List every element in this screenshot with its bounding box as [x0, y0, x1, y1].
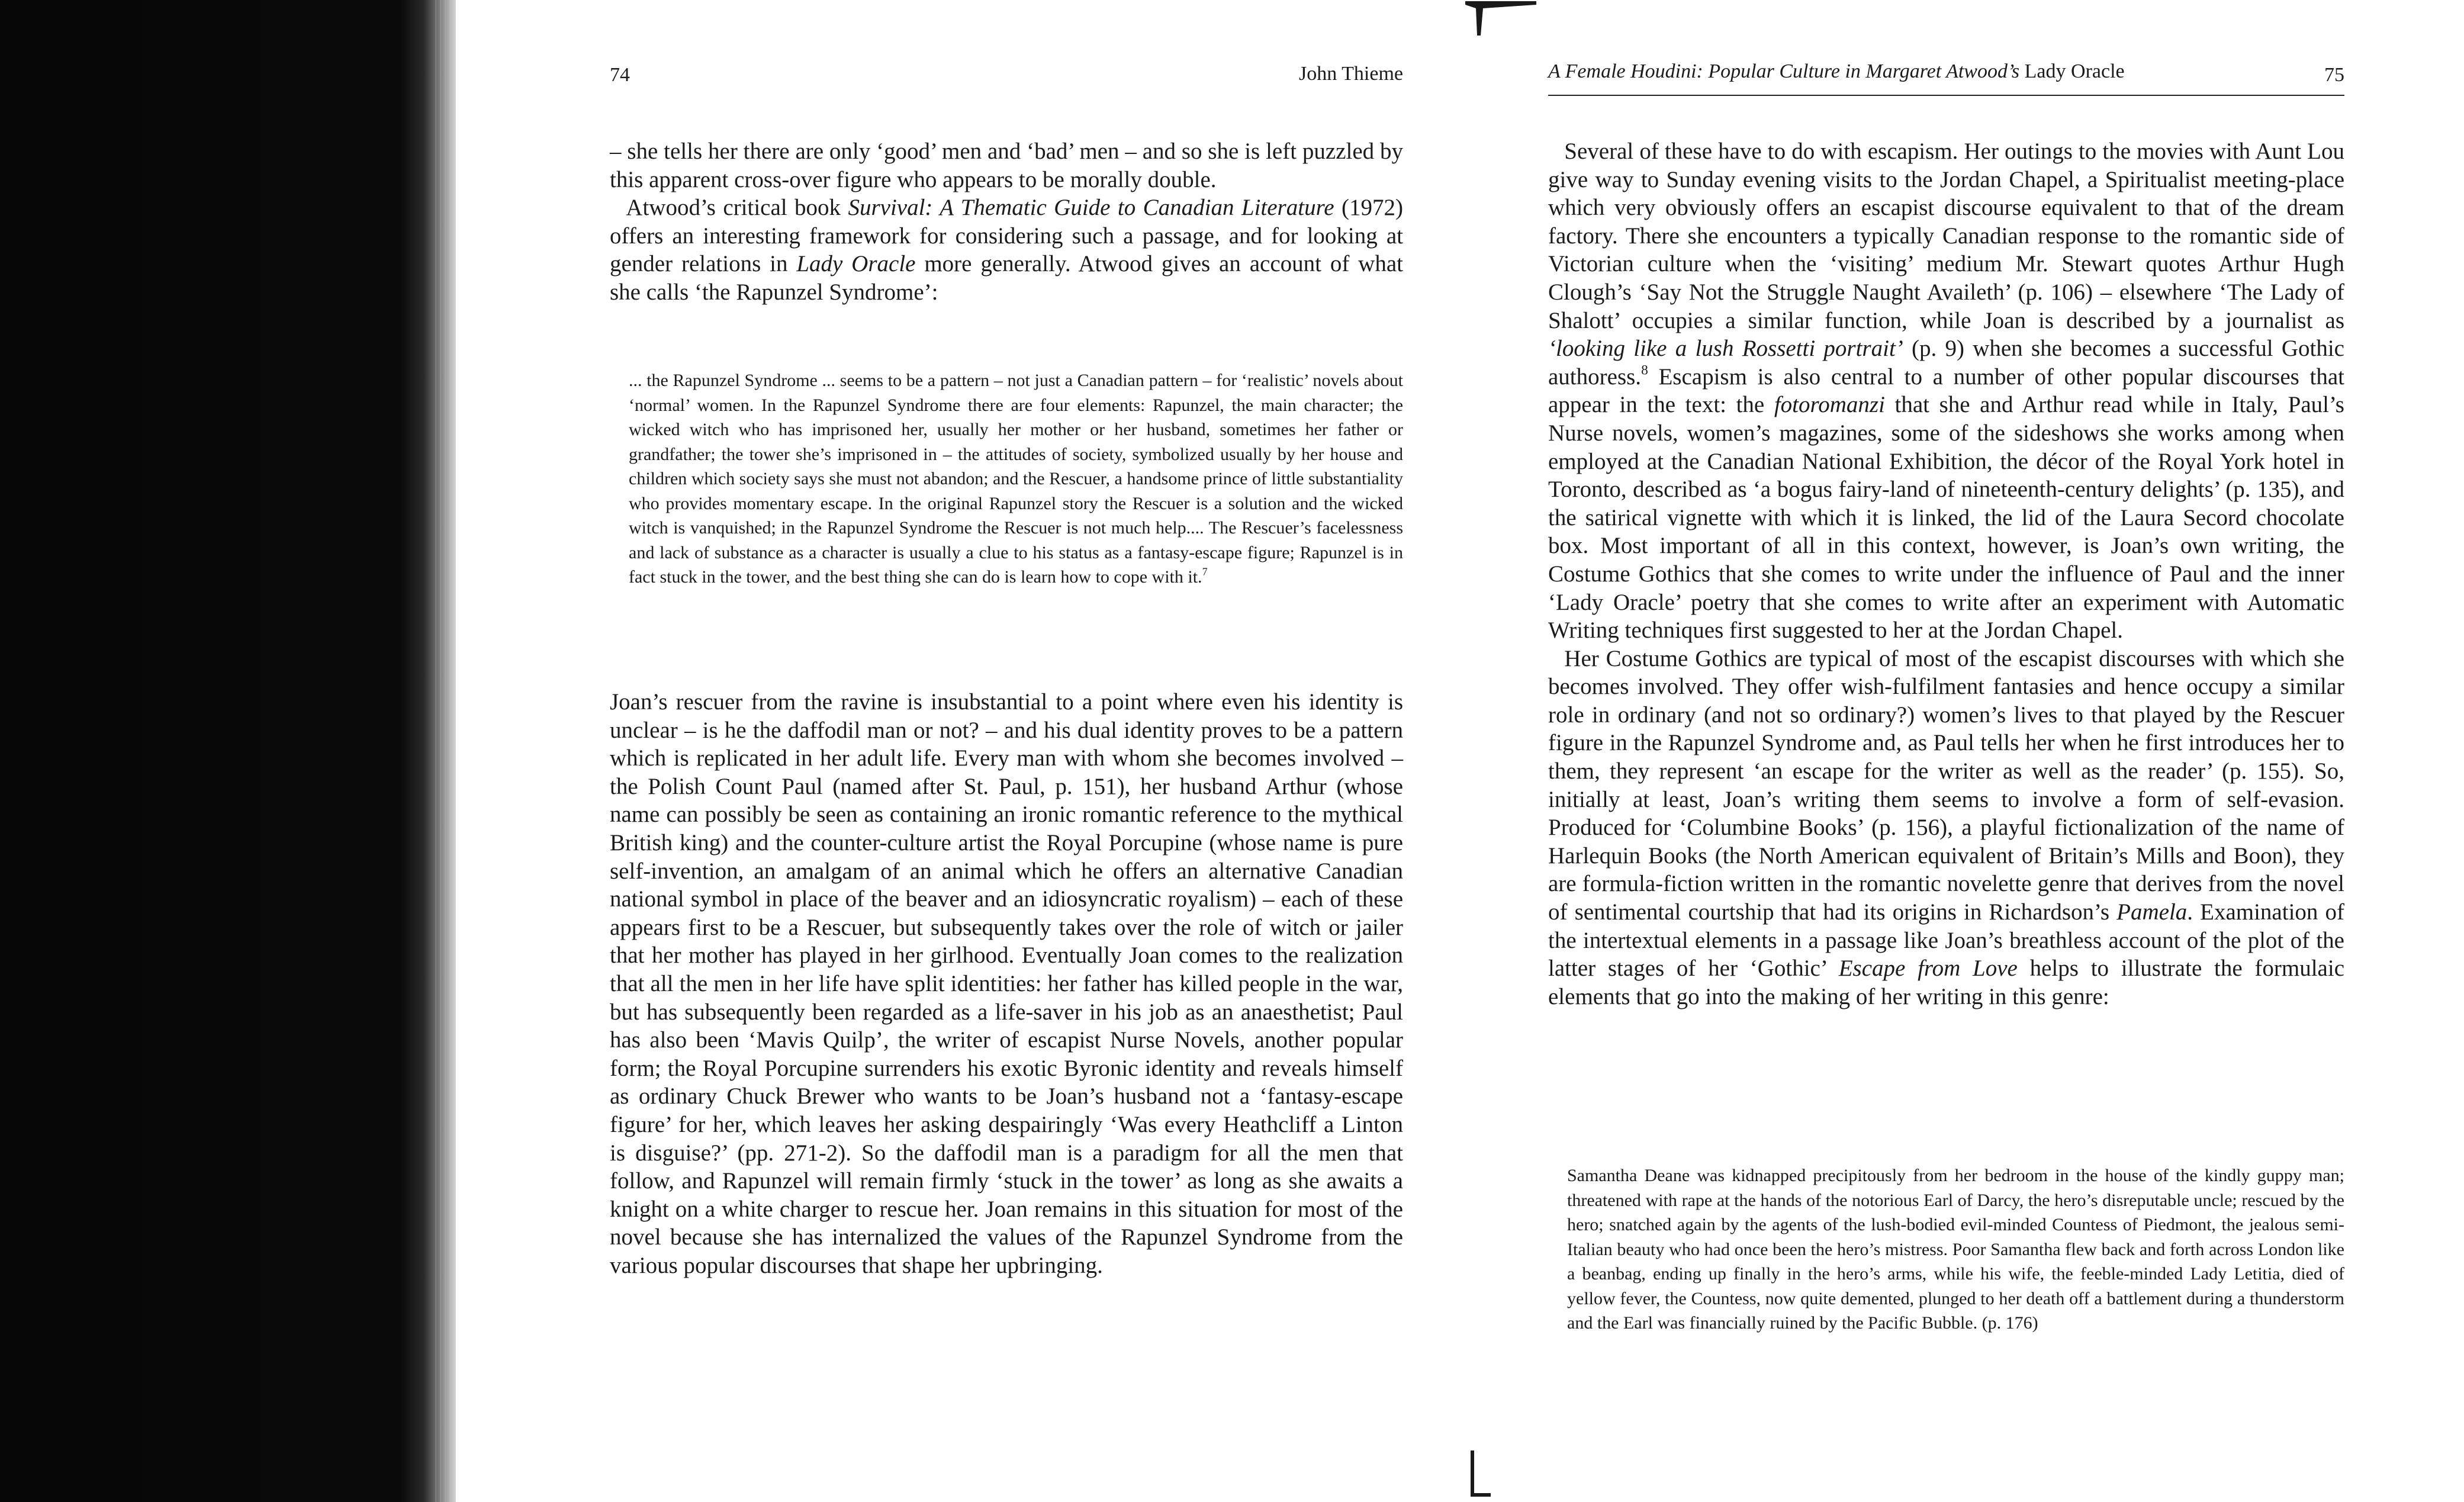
right-page-text: [1548, 137, 2344, 1011]
binding-edge-lines: [432, 0, 456, 1502]
page-number: 74: [610, 64, 630, 86]
gutter-mark-top: [1465, 0, 1536, 36]
block-quote-text: Samantha Deane was kidnapped precipitously from her bedroom in the house of the kindly guppy man; threatened with rape at the hands of the notorious Earl of Darcy, the hero’s disreputable uncle; rescued by the hero; snatched again by the agents of the lush-bodied evil-minded Countess of Piedmont, the jealous semi-Italian beauty who had once been the hero’s mistress. Poor Samantha flew back and forth across London like a beanbag, ending up finally in the hero’s arms, while his wife, the feeble-minded Lady Letitia, died of yellow fever, the Countess, now quite demented, plunged to her death off a battlement during a thunderstorm and the Earl was financially ruined by the Pacific Bubble. (p. 176): [1567, 1166, 2344, 1333]
left-page-opening-text: [610, 137, 1403, 307]
page-number: 75: [2324, 64, 2344, 86]
book-binding-shadow: [0, 0, 456, 1502]
left-page: [610, 0, 1403, 1502]
footnote-marker: 8: [1641, 362, 1648, 378]
footnote-marker: 7: [1202, 565, 1208, 578]
block-quote-text: ... the Rapunzel Syndrome ... seems to be a pattern – not just a Canadian pattern – for ‘realistic’ novels about ‘normal’ women. In the Rapunzel Syndrome there are four elements: Rapunzel, the main character; the wicked witch who has imprisoned her, usually her mother or her husband, sometimes her father or grandfather; the tower she’s imprisoned in – the attitudes of society, symbolized usually by her house and children which society says she must not abandon; and the Rescuer, a handsome prince of little substantiality who provides momentary escape. In the original Rapunzel story the Rescuer is a solution and the wicked witch is vanquished; in the Rapunzel Syndrome the Rescuer is not much help.... The Rescuer’s facelessness and lack of substance as a character is usually a clue to his status as a fantasy-escape figure; Rapunzel is in fact stuck in the tower, and the best thing she can do is learn how to cope with it.: [629, 371, 1403, 587]
block-quote: [629, 368, 1403, 590]
paragraph: Her Costume Gothics are typical of most of the escapist discourses with which she becomes involved. They offer wish-fulfilment fantasies and hence occupy a similar role in ordinary (and not so ordinary?) women’s lives to that played by the Rescuer figure in the Rapunzel Syndrome and, as Paul tells her when he first introduces her to them, they represent ‘an escape for the writer as well as the reader’ (p. 155). So, initially at least, Joan’s writing them seems to involve a form of self-evasion. Produced for ‘Columbine Books’ (p. 156), a playful fictionalization of the name of Harlequin Books (the North American equivalent of Britain’s Mills and Boon), they are formula-fiction written in the romantic novelette genre that derives from the novel of sentimental courtship that had its origins in Richardson’s Pamela. Examination of the intertextual elements in a passage like Joan’s breathless account of the plot of the latter stages of her ‘Gothic’ Escape from Love helps to illustrate the formulaic elements that go into the making of her writing in this genre:: [1548, 645, 2344, 1009]
running-head: [1548, 60, 2125, 83]
right-page: [1548, 0, 2344, 1502]
paragraph: Several of these have to do with escapism. Her outings to the movies with Aunt Lou give way to Sunday evening visits to the Jordan Chapel, a Spiritualist meeting-place which very obviously offers an escapist discourse equivalent to that of the dream factory. There she encounters a typically Canadian response to the romantic side of Victorian culture when the ‘visiting’ medium Mr. Stewart quotes Arthur Hugh Clough’s ‘Say Not the Struggle Naught Availeth’ (p. 106) – elsewhere ‘The Lady of Shalott’ occupies a similar function, while Joan is described by a journalist as ‘looking like a lush Rossetti portrait’ (p. 9) when she becomes a successful Gothic authoress.$^8$ Escapism is also central to a number of other popular discourses that appear in the text: the fotoromanzi that she and Arthur read while in Italy, Paul’s Nurse novels, women’s magazines, some of the sideshows she works among when employed at the Canadian National Exhibition, the décor of the Royal York hotel in Toronto, described as ‘a bogus fairy-land of nineteenth-century delights’ (p. 135), and the satirical vignette with which it is linked, the lid of the Laura Secord chocolate box. Most important of all in this context, however, is Joan’s own writing, the Costume Gothics that she comes to write under the influence of Paul and the inner ‘Lady Oracle’ poetry that she comes to write after an experiment with Automatic Writing techniques first suggested to her at the Jordan Chapel.: [1548, 139, 2344, 644]
paragraph: – she tells her there are only ‘good’ men and ‘bad’ men – and so she is left puzzled by this apparent cross-over figure who appears to be morally double.: [610, 139, 1403, 192]
left-page-closing-text: [610, 688, 1403, 1279]
paragraph: Joan’s rescuer from the ravine is insubstantial to a point where even his identity is unclear – is he the daffodil man or not? – and his dual identity proves to be a pattern which is replicated in her adult life. Every man with whom she becomes involved – the Polish Count Paul (named after St. Paul, p. 151), her husband Arthur (whose name can possibly be seen as containing an ironic romantic reference to the mythical British king) and the counter-culture artist the Royal Porcupine (whose name is pure self-invention, an amalgam of an animal which he offers an alternative Canadian national symbol in place of the beaver and an idiosyncratic royalism) – each of these appears first to be a Rescuer, but subsequently takes over the role of witch or jailer that her mother has played in her girlhood. Eventually Joan comes to the realization that all the men in her life have split identities: her father has killed people in the war, but has subsequently been regarded as a life-saver in his job as an anaesthetist; Paul has also been ‘Mavis Quilp’, the writer of escapist Nurse Novels, another popular form; the Royal Porcupine surrenders his exotic Byronic identity and reveals himself as ordinary Chuck Brewer who wants to be Joan’s husband not a ‘fantasy-escape figure’ for her, which leaves her asking despairingly ‘Was every Heathcliff a Linton is disguise?’ (pp. 271-2). So the daffodil man is a paradigm for all the men that follow, and Rapunzel will remain firmly ‘stuck in the tower’ as long as she awaits a knight on a white charger to rescue her. Joan remains in this situation for most of the novel because she has internalized the values of the Rapunzel Syndrome from the various popular discourses that shape her upbringing.: [610, 689, 1403, 1278]
paragraph: Atwood’s critical book Survival: A Thematic Guide to Canadian Literature (1972) offers an interesting framework for considering such a passage, and for looking at gender relations in Lady Oracle more generally. Atwood gives an account of what she calls ‘the Rapunzel Syndrome’:: [610, 195, 1404, 305]
gutter-mark-bottom: [1468, 1450, 1492, 1498]
left-page-header: [610, 59, 1403, 95]
right-page-header: [1548, 59, 2344, 95]
running-head: John Thieme: [1299, 63, 1403, 85]
running-head-book: Lady Oracle: [2024, 60, 2125, 82]
header-rule: [1548, 95, 2344, 96]
running-head-title: A Female Houdini: Popular Culture in Margaret Atwood’s: [1548, 60, 2020, 82]
block-quote: [1567, 1163, 2344, 1336]
